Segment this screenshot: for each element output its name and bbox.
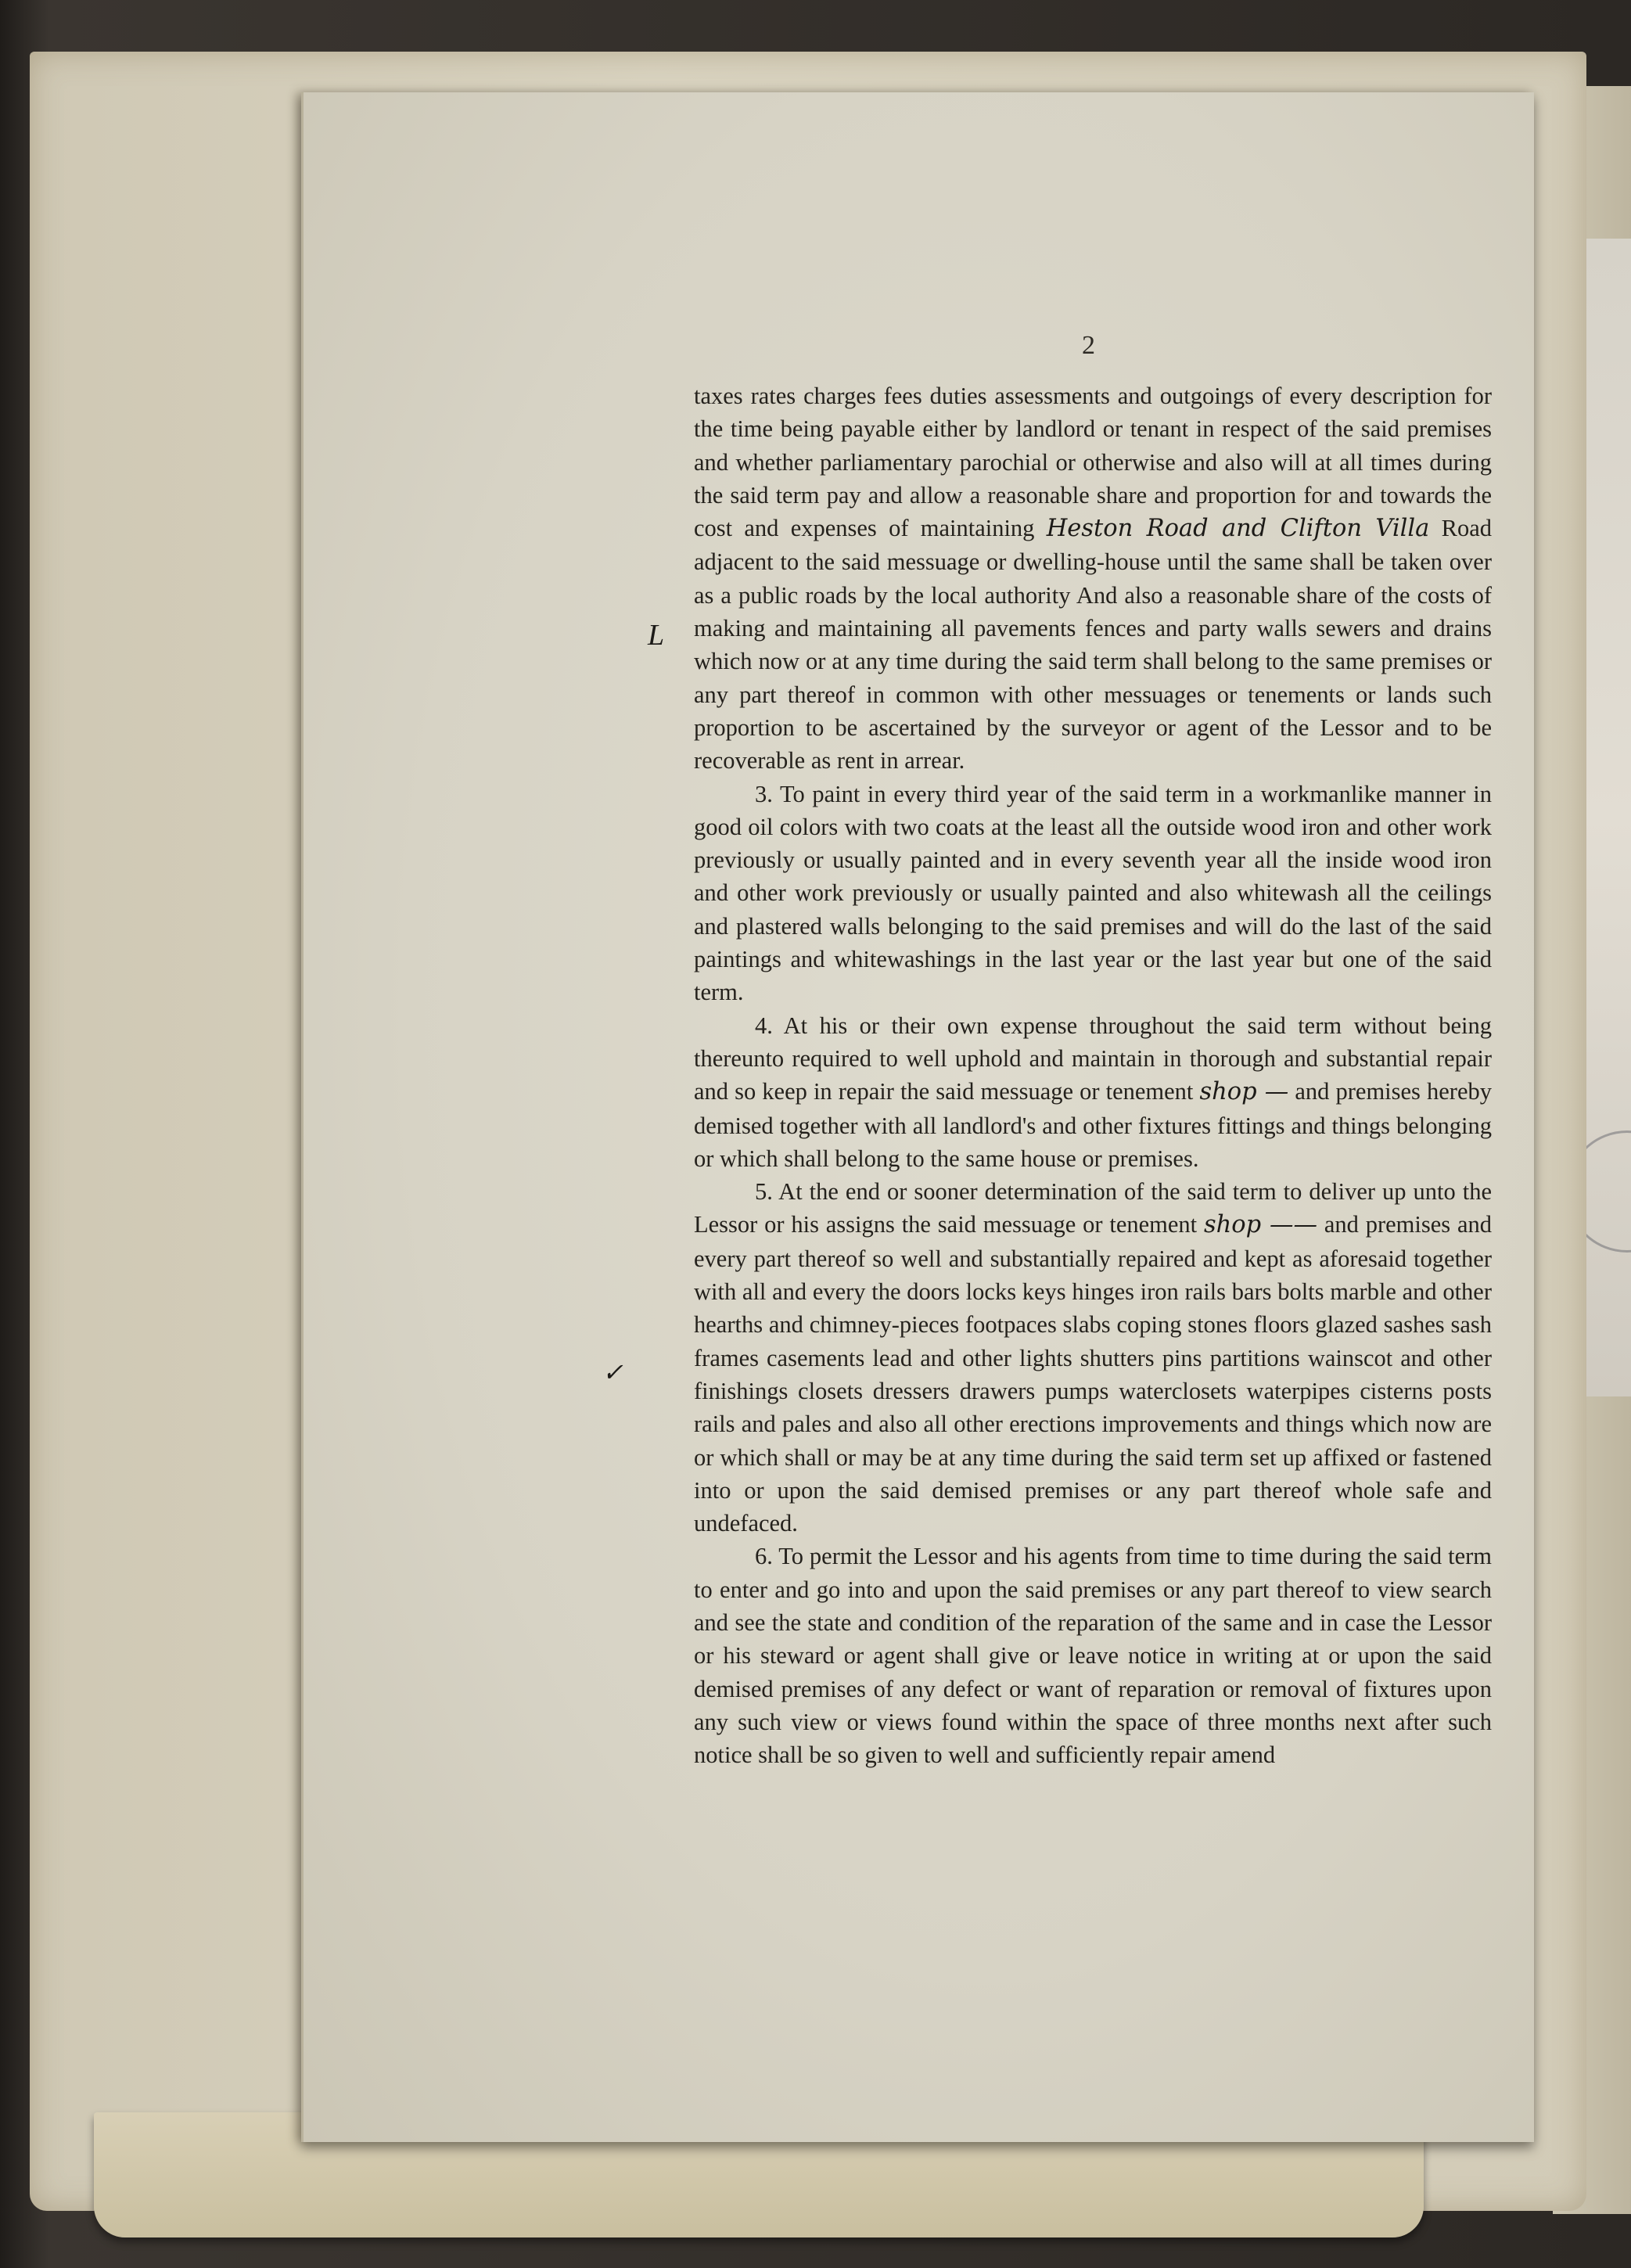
handwritten-road-names: Heston Road and Clifton Villa [1046,515,1430,543]
paragraph-4-repair: 4. At his or their own expense throughout the said term without being thereunto required to well uphold and maintain in thorough and substantial repair and so keep in repair the said messuage or tenement shop — and premises hereby demised together with all landlord's and other fixtures fittings and things belonging or which shall belong to the same house or premises. [694,1012,1492,1172]
lease-body-text [694,379,1492,1771]
paragraph-6-inspection: 6. To permit the Lessor and his agents from time to time during the said term to enter and go into and upon the said premises or any part thereof to view search and see the state and condition of the reparation of the same and in case the Lessor or his steward or agent shall give or leave notice in writing at or upon the said demised premises of any defect or want of reparation or removal of fixtures upon any such view or views found within the space of three months next after such notice shall be so given to well and sufficiently repair amend [694,1543,1492,1769]
handwritten-shop-1: shop — [1199,1078,1289,1106]
page-number: 2 [1082,331,1095,360]
margin-mark-tick: ✓ [602,1358,623,1386]
margin-mark-check: L [648,619,665,652]
paragraph-rates: taxes rates charges fees duties assessments and outgoings of every description for the time being payable either by landlord or tenant in respect of the said premises and whether parliamentary parochial or otherwise and also will at all times during the said term pay and allow a reasonable share and proportion for and towards the cost and expenses of maintaining Heston Road and Clifton Villa Road adjacent to the said messuage or dwelling-house until the same shall be taken over as a public roads by the local authority And also a reasonable share of the costs of making and maintaining all pavements fences and party walls sewers and drains which now or at any time during the said term shall belong to the same premises or any part thereof in common with other messuages or tenements or lands such proportion to be ascertained by the surveyor or agent of the Lessor and to be recoverable as rent in arrear. [694,383,1492,775]
paragraph-5-deliver-up: 5. At the end or sooner determination of the said term to deliver up unto the Lessor or his assigns the said messuage or tenement shop —— and premises and every part thereof so well and substantially repaired and kept as aforesaid together with all and every the doors locks keys hinges iron rails bars bolts marble and other hearths and chimney-pieces footpaces slabs coping stones floors glazed sashes sash frames casements lead and other lights shutters pins partitions wainscot and other finishings closets dressers drawers pumps waterclosets waterpipes cisterns posts rails and pales and also all other erections improvements and things which now are or which shall or may be at any time during the said term set up affixed or fastened into or upon the said demised premises or any part thereof whole safe and undefaced. [694,1178,1492,1537]
handwritten-shop-2: shop —— [1203,1211,1318,1239]
paragraph-3-painting: 3. To paint in every third year of the said term in a workmanlike manner in good oil colors with two coats at the least all the outside wood iron and other work previously or usually painted and in every seventh year all the inside wood iron and other work previously or usually painted and also whitewash all the ceilings and plastered walls belonging to the said premises and will do the last of the said paintings and whitewashings in the last year or the last year but one of the said term. [694,780,1492,1006]
